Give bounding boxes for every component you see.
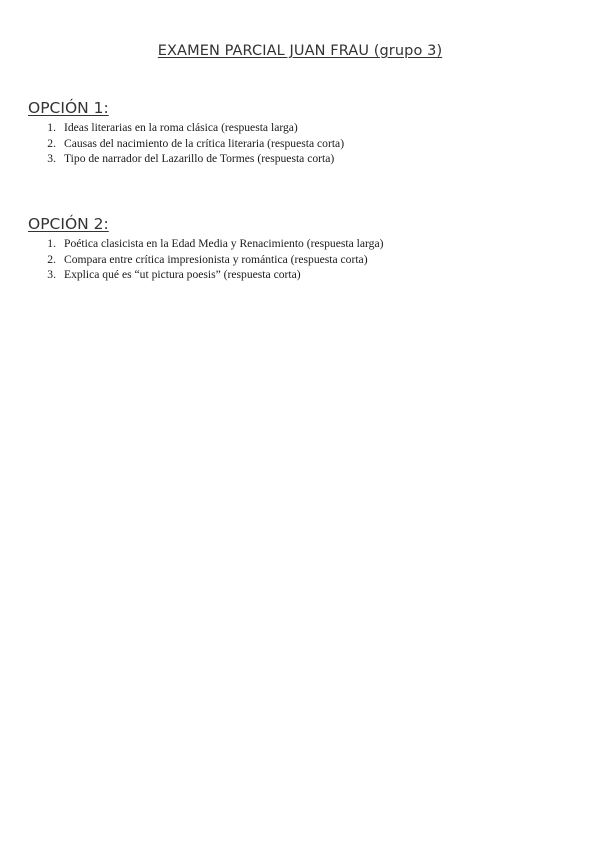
question-text: Explica qué es “ut pictura poesis” (respuesta corta) xyxy=(64,268,301,281)
list-item xyxy=(28,120,568,136)
question-number: 2. xyxy=(47,136,56,150)
document-title: EXAMEN PARCIAL JUAN FRAU (grupo 3) xyxy=(157,43,443,59)
option-2-section xyxy=(28,214,568,283)
question-text: Ideas literarias en la roma clásica (respuesta larga) xyxy=(64,121,298,134)
question-text: Causas del nacimiento de la crítica literaria (respuesta corta) xyxy=(64,136,345,150)
list-item xyxy=(28,136,568,152)
question-number: 2. xyxy=(47,252,56,266)
option-2-heading: OPCIÓN 2: xyxy=(28,215,109,233)
list-item xyxy=(28,151,568,167)
question-text: Poética clasicista en la Edad Media y Renacimiento (respuesta larga) xyxy=(64,237,384,250)
option-1-question-list xyxy=(28,120,568,167)
question-number: 3. xyxy=(47,268,56,281)
list-item xyxy=(28,267,568,283)
option-1-heading: OPCIÓN 1: xyxy=(28,99,109,117)
option-1-section xyxy=(28,98,568,167)
option-2-question-list xyxy=(28,236,568,283)
question-number: 3. xyxy=(47,152,56,165)
question-text: Tipo de narrador del Lazarillo de Tormes (respuesta corta) xyxy=(64,152,335,165)
question-text: Compara entre crítica impresionista y romántica (respuesta corta) xyxy=(64,252,368,266)
question-number: 1. xyxy=(47,121,56,134)
question-number: 1. xyxy=(47,237,56,250)
list-item xyxy=(28,252,568,268)
list-item xyxy=(28,236,568,252)
